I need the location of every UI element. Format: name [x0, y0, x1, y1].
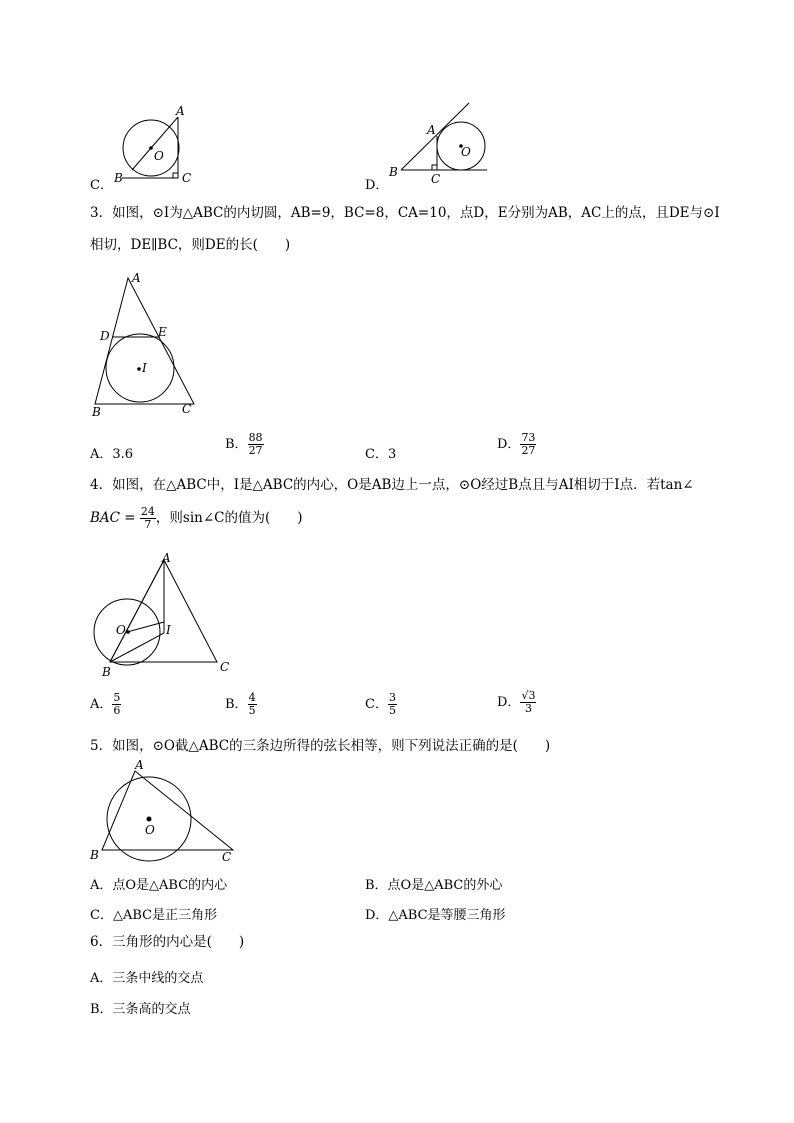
q4-fig-label-o: O — [116, 623, 126, 637]
fig-d-label-b: B — [389, 165, 398, 179]
q4-option-c[interactable]: C． $\frac{3}{5}$ — [365, 691, 396, 718]
q3-figure — [90, 270, 210, 420]
q4-fig-label-c: C — [220, 660, 230, 674]
q5-fig-label-o: O — [145, 823, 155, 837]
q3-fig-label-i: I — [142, 361, 147, 375]
q3-fig-label-a: A — [132, 271, 141, 285]
q5-fig-label-a: A — [135, 758, 144, 772]
q5-option-b[interactable]: B．点O是△ABC的外心 — [365, 878, 503, 893]
q4-text-line2: BAC = $\frac{24}{7}$ ，则sin∠C的值为( ) — [90, 505, 303, 532]
fig-c-label-c: C — [182, 171, 192, 185]
q3-fig-label-b: B — [92, 405, 101, 419]
q4-option-b[interactable]: B． $\frac{4}{5}$ — [225, 691, 256, 718]
q4-fig-label-a: A — [162, 551, 171, 565]
q5-fig-label-b: B — [90, 848, 99, 862]
top-figure-d — [385, 100, 495, 190]
fig-c-label-a: A — [176, 104, 185, 118]
option-c-label: C． — [90, 178, 113, 193]
q6-text-line1: 6．三角形的内心是( ) — [90, 934, 245, 950]
q3-option-d[interactable]: D． $\frac{73}{27}$ — [497, 431, 536, 458]
q5-figure — [88, 755, 248, 865]
q3-text-line2: 相切，DE∥BC，则DE的长( ) — [90, 237, 291, 253]
q3-option-a[interactable]: A．3.6 — [90, 447, 134, 462]
fig-c-label-o: O — [154, 149, 164, 163]
fig-d-label-a: A — [427, 123, 436, 137]
option-d-label: D． — [365, 178, 389, 193]
q6-option-a[interactable]: A．三条中线的交点 — [90, 971, 204, 986]
q3-option-b[interactable]: B． $\frac{88}{27}$ — [225, 431, 263, 458]
q5-option-a[interactable]: A．点O是△ABC的内心 — [90, 878, 228, 893]
q4-fig-label-i: I — [166, 623, 171, 637]
q3-text-line1: 3．如图，⊙I为△ABC的内切圆，AB=9，BC=8，CA=10，点D，E分别为AB，AC上的点，且DE与⊙I — [90, 205, 720, 221]
q4-option-d[interactable]: D． $\frac{√3}{3}$ — [497, 689, 536, 716]
top-figure-c — [110, 100, 220, 190]
q4-fig-label-b: B — [102, 665, 111, 679]
q4-option-a[interactable]: A． $\frac{5}{6}$ — [90, 691, 121, 718]
q3-fig-label-d: D — [100, 329, 110, 343]
q5-text-line1: 5．如图，⊙O截△ABC的三条边所得的弦长相等，则下列说法正确的是( ) — [90, 738, 551, 754]
q5-fig-label-c: C — [222, 850, 232, 864]
q3-fig-label-e: E — [158, 325, 167, 339]
q4-text-line1: 4．如图，在△ABC中，I是△ABC的内心，O是AB边上一点，⊙O经过B点且与AI相切于I点．若tan∠ — [90, 477, 694, 493]
q5-option-c[interactable]: C．△ABC是正三角形 — [90, 908, 218, 923]
q3-fig-label-c: C — [182, 402, 192, 416]
q6-option-b[interactable]: B．三条高的交点 — [90, 1002, 191, 1017]
fig-d-label-c: C — [431, 172, 441, 186]
q3-option-c[interactable]: C．3 — [365, 447, 397, 462]
q5-option-d[interactable]: D．△ABC是等腰三角形 — [365, 908, 506, 923]
q4-figure — [90, 550, 240, 680]
fig-c-label-b: B — [114, 171, 123, 185]
fig-d-label-o: O — [461, 145, 471, 159]
